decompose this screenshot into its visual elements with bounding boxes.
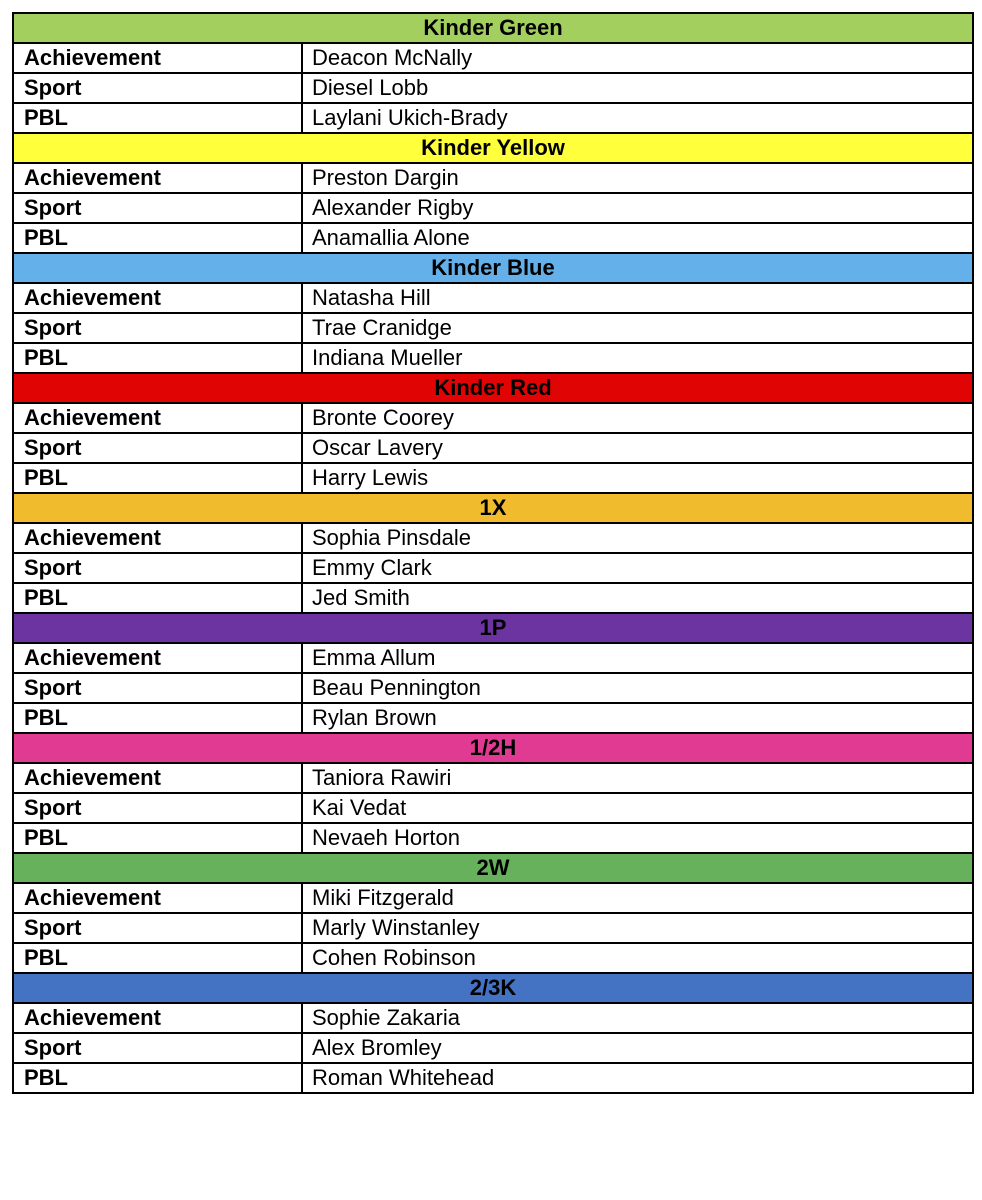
student-name: Rylan Brown (302, 703, 973, 733)
award-row (13, 43, 973, 73)
class-header-row (13, 373, 973, 403)
award-row (13, 1003, 973, 1033)
class-header: 2/3K (13, 973, 973, 1003)
student-name: Miki Fitzgerald (302, 883, 973, 913)
student-name: Alexander Rigby (302, 193, 973, 223)
award-label: Achievement (13, 163, 302, 193)
student-name: Taniora Rawiri (302, 763, 973, 793)
award-label: Sport (13, 1033, 302, 1063)
student-name: Preston Dargin (302, 163, 973, 193)
student-name: Harry Lewis (302, 463, 973, 493)
award-label: Sport (13, 913, 302, 943)
award-row (13, 193, 973, 223)
student-name: Cohen Robinson (302, 943, 973, 973)
award-row (13, 553, 973, 583)
student-name: Emmy Clark (302, 553, 973, 583)
award-label: Sport (13, 193, 302, 223)
award-label: Sport (13, 73, 302, 103)
student-name: Roman Whitehead (302, 1063, 973, 1093)
award-row (13, 943, 973, 973)
award-row (13, 913, 973, 943)
class-header: Kinder Red (13, 373, 973, 403)
class-header: 1P (13, 613, 973, 643)
student-name: Oscar Lavery (302, 433, 973, 463)
awards-table (12, 12, 974, 1094)
award-row (13, 823, 973, 853)
award-label: Achievement (13, 763, 302, 793)
award-row (13, 433, 973, 463)
award-label: Achievement (13, 883, 302, 913)
award-label: Sport (13, 553, 302, 583)
class-header-row (13, 613, 973, 643)
award-label: Achievement (13, 643, 302, 673)
class-header: 2W (13, 853, 973, 883)
award-label: Achievement (13, 1003, 302, 1033)
award-row (13, 283, 973, 313)
student-name: Laylani Ukich-Brady (302, 103, 973, 133)
student-name: Alex Bromley (302, 1033, 973, 1063)
student-name: Nevaeh Horton (302, 823, 973, 853)
award-label: Sport (13, 313, 302, 343)
award-row (13, 343, 973, 373)
award-row (13, 583, 973, 613)
class-header: Kinder Yellow (13, 133, 973, 163)
award-row (13, 673, 973, 703)
student-name: Deacon McNally (302, 43, 973, 73)
student-name: Trae Cranidge (302, 313, 973, 343)
award-row (13, 463, 973, 493)
student-name: Sophia Pinsdale (302, 523, 973, 553)
class-header: Kinder Green (13, 13, 973, 43)
student-name: Marly Winstanley (302, 913, 973, 943)
student-name: Beau Pennington (302, 673, 973, 703)
award-label: Achievement (13, 523, 302, 553)
class-header: 1/2H (13, 733, 973, 763)
student-name: Kai Vedat (302, 793, 973, 823)
award-label: PBL (13, 823, 302, 853)
student-name: Emma Allum (302, 643, 973, 673)
class-header-row (13, 253, 973, 283)
student-name: Sophie Zakaria (302, 1003, 973, 1033)
awards-table-body (13, 13, 973, 1093)
award-label: Sport (13, 673, 302, 703)
award-row (13, 223, 973, 253)
award-label: Achievement (13, 283, 302, 313)
award-label: PBL (13, 223, 302, 253)
award-row (13, 73, 973, 103)
award-label: Sport (13, 793, 302, 823)
award-label: PBL (13, 703, 302, 733)
award-row (13, 1063, 973, 1093)
award-row (13, 403, 973, 433)
class-header-row (13, 133, 973, 163)
class-header-row (13, 973, 973, 1003)
student-name: Jed Smith (302, 583, 973, 613)
class-header-row (13, 733, 973, 763)
student-name: Anamallia Alone (302, 223, 973, 253)
class-header-row (13, 853, 973, 883)
student-name: Indiana Mueller (302, 343, 973, 373)
award-row (13, 883, 973, 913)
award-label: PBL (13, 583, 302, 613)
award-label: Sport (13, 433, 302, 463)
student-name: Bronte Coorey (302, 403, 973, 433)
award-row (13, 523, 973, 553)
award-row (13, 1033, 973, 1063)
award-label: Achievement (13, 43, 302, 73)
award-row (13, 703, 973, 733)
award-row (13, 793, 973, 823)
award-label: Achievement (13, 403, 302, 433)
award-row (13, 763, 973, 793)
class-header-row (13, 493, 973, 523)
class-header-row (13, 13, 973, 43)
award-row (13, 163, 973, 193)
class-header: Kinder Blue (13, 253, 973, 283)
student-name: Diesel Lobb (302, 73, 973, 103)
award-row (13, 103, 973, 133)
award-row (13, 643, 973, 673)
student-name: Natasha Hill (302, 283, 973, 313)
award-label: PBL (13, 343, 302, 373)
award-label: PBL (13, 463, 302, 493)
award-label: PBL (13, 943, 302, 973)
award-label: PBL (13, 1063, 302, 1093)
award-row (13, 313, 973, 343)
award-label: PBL (13, 103, 302, 133)
class-header: 1X (13, 493, 973, 523)
